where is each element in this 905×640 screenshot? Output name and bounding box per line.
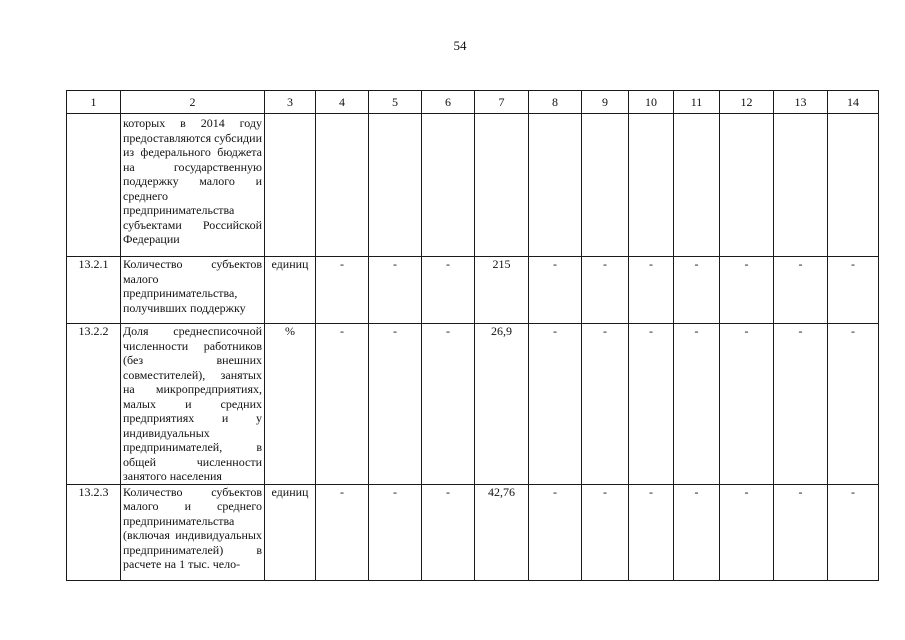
page-number: 54 — [453, 38, 467, 53]
value-cell: - — [529, 484, 582, 580]
value-cell: - — [422, 484, 475, 580]
value-cell — [422, 114, 475, 257]
value-cell — [629, 114, 674, 257]
value-cell: - — [369, 257, 422, 324]
value-cell: - — [774, 324, 828, 485]
row-description: которых в 2014 году предоставляются субсидии из федерального бюджета на государственную поддержку малого и среднего предпринимательства субъектами Российской Федерации — [121, 114, 265, 257]
row-description: Количество субъектов малого предпринимательства, получивших поддержку — [121, 257, 265, 324]
value-cell: - — [369, 324, 422, 485]
row-code: 13.2.2 — [67, 324, 121, 485]
value-cell — [828, 114, 879, 257]
value-cell: - — [422, 324, 475, 485]
value-cell: - — [629, 324, 674, 485]
value-cell: - — [582, 484, 629, 580]
value-cell: - — [720, 324, 774, 485]
value-cell: - — [720, 257, 774, 324]
header-cell: 7 — [475, 91, 529, 114]
value-cell: 215 — [475, 257, 529, 324]
row-unit: единиц — [265, 484, 316, 580]
value-cell: - — [629, 257, 674, 324]
value-cell: - — [828, 484, 879, 580]
row-code — [67, 114, 121, 257]
value-cell: - — [529, 257, 582, 324]
value-cell: 42,76 — [475, 484, 529, 580]
row-unit — [265, 114, 316, 257]
value-cell: - — [828, 324, 879, 485]
value-cell: - — [316, 484, 369, 580]
value-cell: - — [674, 324, 720, 485]
row-unit: % — [265, 324, 316, 485]
header-cell: 8 — [529, 91, 582, 114]
value-cell: - — [369, 484, 422, 580]
row-description: Доля среднесписочной численности работников (без внешних совместителей), занятых на микропредприятиях, малых и средних предприятиях и у индивидуальных предпринимателей, в общей численности занятого населения — [121, 324, 265, 485]
header-cell: 2 — [121, 91, 265, 114]
value-cell: - — [629, 484, 674, 580]
value-cell: - — [316, 257, 369, 324]
value-cell: 26,9 — [475, 324, 529, 485]
row-code: 13.2.3 — [67, 484, 121, 580]
header-cell: 13 — [774, 91, 828, 114]
value-cell — [475, 114, 529, 257]
indicators-table — [66, 90, 879, 581]
table-row — [67, 324, 879, 485]
value-cell: - — [828, 257, 879, 324]
value-cell — [774, 114, 828, 257]
header-cell: 10 — [629, 91, 674, 114]
header-cell: 5 — [369, 91, 422, 114]
header-cell: 12 — [720, 91, 774, 114]
header-cell: 1 — [67, 91, 121, 114]
value-cell: - — [774, 484, 828, 580]
table-row — [67, 484, 879, 580]
row-description: Количество субъектов малого и среднего предпринимательства (включая индивидуальных предпринимателей) в расчете на 1 тыс. чело- — [121, 484, 265, 580]
value-cell: - — [529, 324, 582, 485]
value-cell — [369, 114, 422, 257]
header-cell: 14 — [828, 91, 879, 114]
value-cell: - — [674, 484, 720, 580]
value-cell: - — [774, 257, 828, 324]
table-row — [67, 257, 879, 324]
header-cell: 3 — [265, 91, 316, 114]
value-cell: - — [422, 257, 475, 324]
header-row — [67, 91, 879, 114]
table-row — [67, 114, 879, 257]
value-cell: - — [582, 324, 629, 485]
row-code: 13.2.1 — [67, 257, 121, 324]
header-cell: 4 — [316, 91, 369, 114]
header-cell: 11 — [674, 91, 720, 114]
value-cell — [674, 114, 720, 257]
value-cell — [582, 114, 629, 257]
header-cell: 6 — [422, 91, 475, 114]
value-cell: - — [316, 324, 369, 485]
row-unit: единиц — [265, 257, 316, 324]
value-cell — [529, 114, 582, 257]
value-cell: - — [720, 484, 774, 580]
value-cell: - — [582, 257, 629, 324]
header-cell: 9 — [582, 91, 629, 114]
value-cell — [316, 114, 369, 257]
value-cell — [720, 114, 774, 257]
value-cell: - — [674, 257, 720, 324]
